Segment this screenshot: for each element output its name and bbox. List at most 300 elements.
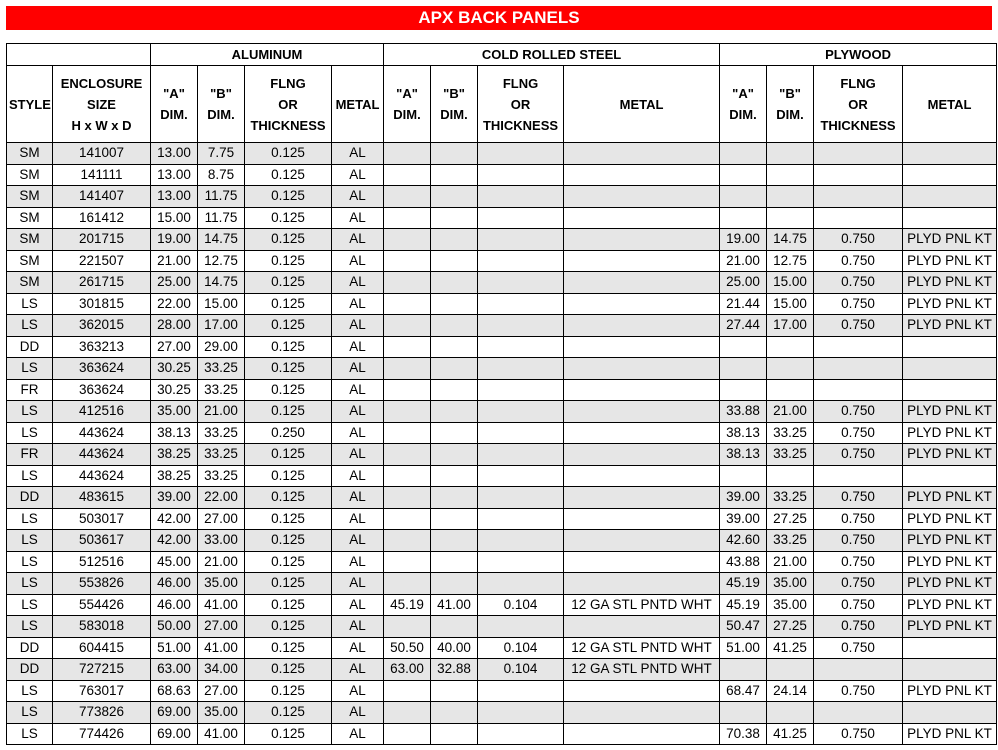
cell-enclosure: 141111 — [53, 164, 151, 186]
cell-ply-b-dim: 15.00 — [767, 293, 814, 315]
cell-ply-flng — [814, 358, 903, 380]
cell-crs-a-dim — [384, 465, 431, 487]
cell-ply-metal: PLYD PNL KT — [903, 723, 997, 745]
table-row — [7, 422, 997, 444]
table-row — [7, 637, 997, 659]
cell-ply-a-dim: 38.13 — [720, 444, 767, 466]
table-row — [7, 164, 997, 186]
cell-crs-metal — [564, 680, 720, 702]
col-header-al-a-dim: "A" DIM. — [151, 66, 198, 143]
page-title: APX BACK PANELS — [6, 6, 992, 30]
cell-style: LS — [7, 594, 53, 616]
cell-al-b-dim: 22.00 — [198, 487, 245, 509]
cell-crs-b-dim — [431, 680, 478, 702]
col-header-crs-flng: FLNG OR THICKNESS — [478, 66, 564, 143]
cell-ply-b-dim: 17.00 — [767, 315, 814, 337]
cell-al-a-dim: 68.63 — [151, 680, 198, 702]
cell-al-metal: AL — [332, 336, 384, 358]
cell-ply-b-dim — [767, 143, 814, 165]
cell-ply-metal — [903, 336, 997, 358]
cell-ply-b-dim — [767, 465, 814, 487]
cell-al-flng: 0.125 — [245, 143, 332, 165]
cell-crs-b-dim: 41.00 — [431, 594, 478, 616]
cell-ply-metal: PLYD PNL KT — [903, 272, 997, 294]
cell-enclosure: 727215 — [53, 659, 151, 681]
cell-ply-b-dim — [767, 164, 814, 186]
cell-enclosure: 141407 — [53, 186, 151, 208]
cell-ply-flng: 0.750 — [814, 637, 903, 659]
cell-ply-metal: PLYD PNL KT — [903, 444, 997, 466]
cell-al-b-dim: 17.00 — [198, 315, 245, 337]
cell-ply-flng: 0.750 — [814, 401, 903, 423]
col-header-crs-a-dim: "A" DIM. — [384, 66, 431, 143]
col-header-al-flng: FLNG OR THICKNESS — [245, 66, 332, 143]
cell-style: DD — [7, 637, 53, 659]
cell-style: LS — [7, 616, 53, 638]
table-row — [7, 186, 997, 208]
cell-al-a-dim: 45.00 — [151, 551, 198, 573]
cell-crs-b-dim — [431, 702, 478, 724]
cell-al-metal: AL — [332, 401, 384, 423]
cell-ply-a-dim: 43.88 — [720, 551, 767, 573]
cell-crs-flng — [478, 229, 564, 251]
cell-crs-metal — [564, 401, 720, 423]
cell-crs-metal — [564, 379, 720, 401]
cell-crs-metal — [564, 293, 720, 315]
cell-crs-metal — [564, 164, 720, 186]
cell-al-flng: 0.125 — [245, 530, 332, 552]
cell-crs-flng — [478, 702, 564, 724]
cell-crs-metal: 12 GA STL PNTD WHT — [564, 637, 720, 659]
cell-crs-b-dim — [431, 723, 478, 745]
cell-al-b-dim: 33.00 — [198, 530, 245, 552]
cell-crs-a-dim — [384, 336, 431, 358]
cell-ply-a-dim — [720, 379, 767, 401]
cell-al-metal: AL — [332, 422, 384, 444]
cell-crs-a-dim — [384, 680, 431, 702]
cell-ply-b-dim: 35.00 — [767, 573, 814, 595]
cell-ply-metal: PLYD PNL KT — [903, 616, 997, 638]
cell-crs-flng: 0.104 — [478, 637, 564, 659]
cell-ply-b-dim — [767, 207, 814, 229]
cell-style: LS — [7, 465, 53, 487]
cell-crs-metal — [564, 723, 720, 745]
cell-ply-b-dim: 15.00 — [767, 272, 814, 294]
table-row — [7, 659, 997, 681]
cell-al-b-dim: 27.00 — [198, 508, 245, 530]
cell-crs-a-dim — [384, 573, 431, 595]
cell-al-b-dim: 7.75 — [198, 143, 245, 165]
cell-ply-a-dim: 45.19 — [720, 594, 767, 616]
cell-crs-metal — [564, 229, 720, 251]
cell-ply-a-dim — [720, 207, 767, 229]
table-row — [7, 508, 997, 530]
cell-crs-metal — [564, 250, 720, 272]
cell-al-b-dim: 33.25 — [198, 379, 245, 401]
cell-al-a-dim: 22.00 — [151, 293, 198, 315]
cell-al-b-dim: 33.25 — [198, 465, 245, 487]
cell-crs-b-dim — [431, 164, 478, 186]
cell-enclosure: 363624 — [53, 379, 151, 401]
cell-style: LS — [7, 422, 53, 444]
cell-crs-flng — [478, 379, 564, 401]
cell-crs-a-dim — [384, 272, 431, 294]
cell-ply-flng: 0.750 — [814, 315, 903, 337]
cell-crs-metal — [564, 207, 720, 229]
table-row — [7, 530, 997, 552]
cell-al-a-dim: 63.00 — [151, 659, 198, 681]
cell-crs-metal — [564, 487, 720, 509]
cell-ply-flng: 0.750 — [814, 594, 903, 616]
cell-ply-flng: 0.750 — [814, 444, 903, 466]
cell-al-flng: 0.125 — [245, 358, 332, 380]
cell-ply-flng: 0.750 — [814, 487, 903, 509]
cell-al-flng: 0.125 — [245, 659, 332, 681]
table-row — [7, 680, 997, 702]
col-header-crs-b-dim: "B" DIM. — [431, 66, 478, 143]
cell-al-b-dim: 41.00 — [198, 594, 245, 616]
cell-crs-flng — [478, 508, 564, 530]
cell-enclosure: 773826 — [53, 702, 151, 724]
table-row — [7, 702, 997, 724]
cell-crs-a-dim — [384, 358, 431, 380]
cell-ply-flng: 0.750 — [814, 530, 903, 552]
cell-crs-metal — [564, 616, 720, 638]
cell-crs-flng — [478, 616, 564, 638]
cell-ply-a-dim — [720, 186, 767, 208]
cell-style: FR — [7, 444, 53, 466]
cell-al-flng: 0.250 — [245, 422, 332, 444]
cell-al-a-dim: 30.25 — [151, 358, 198, 380]
cell-ply-flng — [814, 336, 903, 358]
cell-ply-a-dim: 21.00 — [720, 250, 767, 272]
cell-ply-b-dim — [767, 358, 814, 380]
col-header-crs-metal: METAL — [564, 66, 720, 143]
cell-al-flng: 0.125 — [245, 186, 332, 208]
cell-ply-a-dim: 50.47 — [720, 616, 767, 638]
cell-style: SM — [7, 186, 53, 208]
cell-crs-a-dim — [384, 207, 431, 229]
cell-ply-flng: 0.750 — [814, 229, 903, 251]
cell-crs-metal — [564, 315, 720, 337]
cell-al-a-dim: 38.13 — [151, 422, 198, 444]
cell-al-metal: AL — [332, 551, 384, 573]
cell-crs-b-dim — [431, 465, 478, 487]
cell-al-a-dim: 27.00 — [151, 336, 198, 358]
cell-ply-metal: PLYD PNL KT — [903, 530, 997, 552]
cell-crs-flng — [478, 487, 564, 509]
cell-crs-a-dim — [384, 551, 431, 573]
cell-al-b-dim: 12.75 — [198, 250, 245, 272]
cell-ply-a-dim: 38.13 — [720, 422, 767, 444]
group-header-blank — [7, 44, 151, 66]
cell-crs-metal — [564, 573, 720, 595]
cell-style: DD — [7, 659, 53, 681]
cell-al-metal: AL — [332, 444, 384, 466]
cell-ply-metal — [903, 358, 997, 380]
cell-crs-b-dim — [431, 315, 478, 337]
cell-al-metal: AL — [332, 358, 384, 380]
cell-enclosure: 363624 — [53, 358, 151, 380]
cell-ply-a-dim — [720, 358, 767, 380]
cell-al-b-dim: 41.00 — [198, 723, 245, 745]
cell-ply-a-dim — [720, 659, 767, 681]
cell-crs-a-dim — [384, 250, 431, 272]
cell-crs-b-dim — [431, 379, 478, 401]
cell-crs-b-dim — [431, 508, 478, 530]
cell-crs-flng — [478, 422, 564, 444]
cell-al-b-dim: 33.25 — [198, 422, 245, 444]
cell-al-a-dim: 46.00 — [151, 594, 198, 616]
cell-al-flng: 0.125 — [245, 594, 332, 616]
cell-al-a-dim: 69.00 — [151, 702, 198, 724]
cell-ply-metal: PLYD PNL KT — [903, 250, 997, 272]
cell-enclosure: 483615 — [53, 487, 151, 509]
cell-enclosure: 301815 — [53, 293, 151, 315]
cell-al-a-dim: 15.00 — [151, 207, 198, 229]
cell-al-metal: AL — [332, 530, 384, 552]
cell-crs-b-dim — [431, 272, 478, 294]
col-header-enclosure: ENCLOSURE SIZE H x W x D — [53, 66, 151, 143]
cell-crs-flng — [478, 573, 564, 595]
cell-al-metal: AL — [332, 680, 384, 702]
table-row — [7, 293, 997, 315]
cell-style: LS — [7, 530, 53, 552]
cell-ply-flng: 0.750 — [814, 723, 903, 745]
cell-crs-flng — [478, 723, 564, 745]
col-header-style: STYLE — [7, 66, 53, 143]
table-row — [7, 444, 997, 466]
cell-al-metal: AL — [332, 723, 384, 745]
cell-al-b-dim: 33.25 — [198, 444, 245, 466]
cell-al-flng: 0.125 — [245, 250, 332, 272]
cell-style: SM — [7, 250, 53, 272]
cell-crs-metal — [564, 272, 720, 294]
cell-ply-metal — [903, 164, 997, 186]
cell-ply-a-dim: 39.00 — [720, 487, 767, 509]
cell-enclosure: 261715 — [53, 272, 151, 294]
group-header-row — [7, 44, 997, 66]
cell-al-flng: 0.125 — [245, 401, 332, 423]
cell-al-flng: 0.125 — [245, 164, 332, 186]
cell-enclosure: 201715 — [53, 229, 151, 251]
cell-crs-flng — [478, 250, 564, 272]
cell-crs-b-dim — [431, 207, 478, 229]
table-body — [7, 143, 997, 745]
cell-al-flng: 0.125 — [245, 315, 332, 337]
cell-crs-metal — [564, 444, 720, 466]
cell-al-flng: 0.125 — [245, 444, 332, 466]
cell-al-b-dim: 11.75 — [198, 207, 245, 229]
cell-crs-flng — [478, 530, 564, 552]
cell-style: LS — [7, 723, 53, 745]
cell-ply-flng — [814, 702, 903, 724]
cell-crs-a-dim — [384, 164, 431, 186]
table-row — [7, 616, 997, 638]
cell-al-flng: 0.125 — [245, 379, 332, 401]
cell-al-flng: 0.125 — [245, 573, 332, 595]
cell-al-metal: AL — [332, 637, 384, 659]
cell-ply-b-dim — [767, 659, 814, 681]
cell-crs-metal — [564, 508, 720, 530]
cell-crs-b-dim — [431, 250, 478, 272]
cell-crs-a-dim — [384, 444, 431, 466]
cell-style: LS — [7, 315, 53, 337]
cell-enclosure: 604415 — [53, 637, 151, 659]
cell-crs-b-dim: 32.88 — [431, 659, 478, 681]
cell-al-flng: 0.125 — [245, 551, 332, 573]
cell-crs-flng — [478, 272, 564, 294]
cell-al-metal: AL — [332, 143, 384, 165]
cell-ply-flng: 0.750 — [814, 250, 903, 272]
cell-crs-flng — [478, 293, 564, 315]
cell-crs-a-dim — [384, 401, 431, 423]
cell-al-b-dim: 15.00 — [198, 293, 245, 315]
cell-crs-a-dim — [384, 508, 431, 530]
cell-al-metal: AL — [332, 702, 384, 724]
cell-al-a-dim: 13.00 — [151, 186, 198, 208]
cell-ply-flng — [814, 186, 903, 208]
table-row — [7, 336, 997, 358]
cell-style: SM — [7, 229, 53, 251]
cell-crs-flng: 0.104 — [478, 594, 564, 616]
cell-crs-flng — [478, 143, 564, 165]
cell-ply-b-dim: 33.25 — [767, 422, 814, 444]
cell-crs-a-dim — [384, 229, 431, 251]
cell-al-b-dim: 27.00 — [198, 680, 245, 702]
cell-crs-flng — [478, 680, 564, 702]
cell-ply-a-dim: 39.00 — [720, 508, 767, 530]
cell-enclosure: 443624 — [53, 422, 151, 444]
cell-ply-flng — [814, 143, 903, 165]
cell-ply-b-dim: 41.25 — [767, 637, 814, 659]
cell-crs-a-dim — [384, 702, 431, 724]
cell-ply-metal: PLYD PNL KT — [903, 551, 997, 573]
cell-ply-a-dim: 27.44 — [720, 315, 767, 337]
cell-al-a-dim: 38.25 — [151, 444, 198, 466]
cell-ply-metal: PLYD PNL KT — [903, 422, 997, 444]
cell-crs-metal — [564, 465, 720, 487]
col-header-ply-flng: FLNG OR THICKNESS — [814, 66, 903, 143]
cell-ply-metal — [903, 465, 997, 487]
cell-al-a-dim: 35.00 — [151, 401, 198, 423]
cell-ply-metal: PLYD PNL KT — [903, 229, 997, 251]
cell-al-flng: 0.125 — [245, 336, 332, 358]
cell-ply-b-dim: 33.25 — [767, 530, 814, 552]
cell-ply-b-dim — [767, 186, 814, 208]
cell-style: LS — [7, 680, 53, 702]
cell-crs-metal: 12 GA STL PNTD WHT — [564, 659, 720, 681]
cell-crs-b-dim — [431, 143, 478, 165]
cell-al-metal: AL — [332, 573, 384, 595]
cell-al-a-dim: 46.00 — [151, 573, 198, 595]
cell-al-metal: AL — [332, 508, 384, 530]
cell-style: LS — [7, 551, 53, 573]
cell-al-a-dim: 42.00 — [151, 530, 198, 552]
cell-ply-a-dim: 33.88 — [720, 401, 767, 423]
table-row — [7, 229, 997, 251]
cell-crs-metal — [564, 551, 720, 573]
col-header-al-metal: METAL — [332, 66, 384, 143]
cell-al-b-dim: 29.00 — [198, 336, 245, 358]
cell-crs-b-dim — [431, 422, 478, 444]
cell-crs-b-dim — [431, 530, 478, 552]
cell-enclosure: 363213 — [53, 336, 151, 358]
cell-al-a-dim: 19.00 — [151, 229, 198, 251]
cell-ply-flng — [814, 465, 903, 487]
cell-crs-metal: 12 GA STL PNTD WHT — [564, 594, 720, 616]
cell-al-a-dim: 30.25 — [151, 379, 198, 401]
cell-crs-flng: 0.104 — [478, 659, 564, 681]
cell-crs-flng — [478, 401, 564, 423]
cell-ply-b-dim: 21.00 — [767, 401, 814, 423]
cell-al-b-dim: 14.75 — [198, 272, 245, 294]
cell-ply-metal — [903, 379, 997, 401]
cell-ply-flng: 0.750 — [814, 680, 903, 702]
cell-al-flng: 0.125 — [245, 508, 332, 530]
cell-al-a-dim: 42.00 — [151, 508, 198, 530]
table-row — [7, 401, 997, 423]
cell-style: SM — [7, 272, 53, 294]
cell-crs-flng — [478, 207, 564, 229]
cell-style: LS — [7, 401, 53, 423]
table-row — [7, 358, 997, 380]
cell-ply-a-dim: 70.38 — [720, 723, 767, 745]
cell-enclosure: 512516 — [53, 551, 151, 573]
cell-style: DD — [7, 487, 53, 509]
cell-al-b-dim: 33.25 — [198, 358, 245, 380]
cell-ply-flng: 0.750 — [814, 508, 903, 530]
table-row — [7, 207, 997, 229]
cell-crs-flng — [478, 465, 564, 487]
cell-al-flng: 0.125 — [245, 680, 332, 702]
cell-ply-a-dim — [720, 164, 767, 186]
cell-ply-flng: 0.750 — [814, 293, 903, 315]
cell-ply-a-dim: 25.00 — [720, 272, 767, 294]
cell-ply-metal: PLYD PNL KT — [903, 315, 997, 337]
cell-al-metal: AL — [332, 465, 384, 487]
cell-enclosure: 141007 — [53, 143, 151, 165]
cell-al-a-dim: 21.00 — [151, 250, 198, 272]
cell-ply-flng: 0.750 — [814, 573, 903, 595]
cell-style: SM — [7, 207, 53, 229]
group-header-aluminum: ALUMINUM — [151, 44, 384, 66]
cell-al-metal: AL — [332, 616, 384, 638]
cell-ply-b-dim: 21.00 — [767, 551, 814, 573]
cell-al-b-dim: 8.75 — [198, 164, 245, 186]
cell-crs-b-dim — [431, 229, 478, 251]
cell-crs-flng — [478, 551, 564, 573]
cell-crs-a-dim — [384, 616, 431, 638]
cell-ply-flng: 0.750 — [814, 272, 903, 294]
cell-enclosure: 553826 — [53, 573, 151, 595]
cell-crs-flng — [478, 444, 564, 466]
cell-al-b-dim: 41.00 — [198, 637, 245, 659]
cell-al-a-dim: 28.00 — [151, 315, 198, 337]
cell-ply-b-dim — [767, 379, 814, 401]
cell-crs-flng — [478, 358, 564, 380]
cell-ply-a-dim: 68.47 — [720, 680, 767, 702]
cell-enclosure: 443624 — [53, 444, 151, 466]
col-header-ply-a-dim: "A" DIM. — [720, 66, 767, 143]
col-header-ply-metal: METAL — [903, 66, 997, 143]
cell-al-a-dim: 38.25 — [151, 465, 198, 487]
cell-al-flng: 0.125 — [245, 616, 332, 638]
cell-ply-a-dim — [720, 465, 767, 487]
cell-ply-b-dim: 35.00 — [767, 594, 814, 616]
table-row — [7, 551, 997, 573]
cell-crs-a-dim — [384, 186, 431, 208]
